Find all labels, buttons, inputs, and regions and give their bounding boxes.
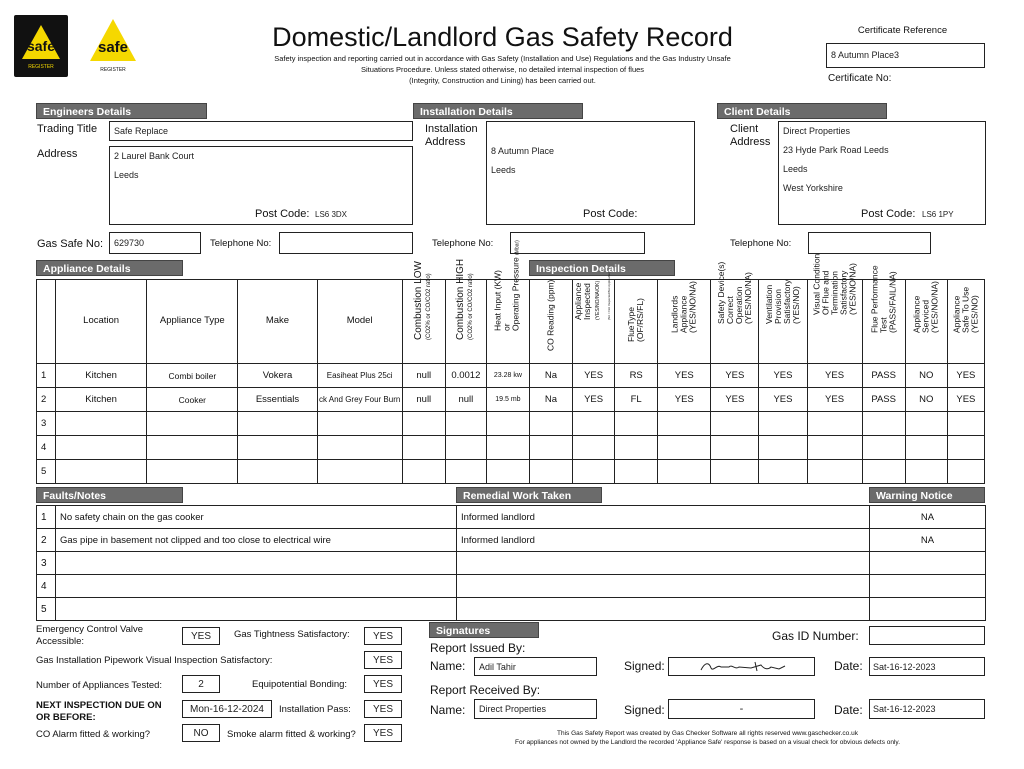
gas-safe-number-label: Gas Safe No:	[37, 238, 104, 250]
appliance-cell-model[interactable]: ck And Grey Four Burn	[317, 388, 402, 412]
appliance-cell-vent[interactable]	[759, 460, 807, 484]
footer-line-2: For appliances not owned by the Landlord the recorded 'Appliance Safe' response is based on a visual check for obvious defects only.	[514, 739, 900, 746]
appliance-cell-high[interactable]	[445, 436, 486, 460]
fault-number-cell: 5	[37, 598, 56, 621]
engineer-telephone-field[interactable]	[279, 232, 413, 254]
gas-safe-number-field[interactable]: 629730	[109, 232, 201, 254]
appliance-cell-insp[interactable]: YES	[573, 388, 615, 412]
fault-number-cell: 3	[37, 552, 56, 575]
appliance-cell-safety[interactable]: YES	[711, 364, 759, 388]
make-header: Make	[238, 280, 317, 364]
fault-row	[37, 598, 986, 621]
appliance-cell-safe[interactable]	[947, 460, 984, 484]
appliance-cell-high[interactable]: 0.0012	[445, 364, 486, 388]
next-inspection-label-2: OR BEFORE:	[36, 712, 96, 723]
signatures-header: Signatures	[429, 622, 539, 638]
issued-name-label: Name:	[430, 659, 466, 673]
appliance-cell-serv[interactable]: NO	[905, 388, 947, 412]
appliance-cell-flue[interactable]	[615, 412, 658, 436]
appliance-cell-insp[interactable]	[573, 436, 615, 460]
appliance-cell-flue[interactable]: RS	[615, 364, 658, 388]
appliance-cell-n: 3	[37, 412, 56, 436]
safety-device-header: Safety Device(s) Correct Operation (YES/NO/NA)	[711, 280, 759, 364]
appliance-cell-flue[interactable]	[615, 460, 658, 484]
remedial-work-cell[interactable]: Informed landlord	[457, 506, 870, 529]
appliance-cell-loc[interactable]	[56, 460, 147, 484]
appliance-safe-header: Appliance Safe To Use (YES/NO)	[947, 280, 984, 364]
appliance-cell-heat[interactable]	[486, 436, 529, 460]
appliance-row	[37, 364, 985, 388]
gas-safe-logo-yellow	[86, 15, 140, 77]
appliance-cell-visual[interactable]: YES	[807, 364, 862, 388]
ecv-field[interactable]: YES	[182, 627, 220, 645]
fault-row	[37, 506, 986, 529]
appliance-cell-heat[interactable]	[486, 412, 529, 436]
appliance-row	[37, 436, 985, 460]
appliance-cell-make[interactable]	[238, 412, 317, 436]
next-inspection-field[interactable]: Mon-16-12-2024	[182, 700, 272, 718]
ecv-label-2: Accessible:	[36, 636, 85, 647]
appliances-tested-field[interactable]: 2	[182, 675, 220, 693]
appliance-cell-low[interactable]: null	[402, 364, 445, 388]
appliance-cell-serv[interactable]	[905, 412, 947, 436]
appliance-cell-heat[interactable]	[486, 460, 529, 484]
appliance-cell-model[interactable]: Easiheat Plus 25ci	[317, 364, 402, 388]
appliance-cell-make[interactable]: Vokera	[238, 364, 317, 388]
appliance-cell-make[interactable]	[238, 460, 317, 484]
appliance-cell-n: 2	[37, 388, 56, 412]
appliance-cell-type[interactable]	[147, 436, 238, 460]
fault-note-cell[interactable]	[56, 598, 457, 621]
page-title: Domestic/Landlord Gas Safety Record	[272, 22, 733, 52]
subtitle-line-1: Safety inspection and reporting carried out in accordance with Gas Safety (Installation and Use) Regulations and the Gas Industry Unsafe	[274, 54, 731, 63]
report-issued-label: Report Issued By:	[430, 641, 526, 655]
appliance-cell-co[interactable]	[529, 412, 572, 436]
installation-details-header: Installation Details	[413, 103, 583, 119]
combustion-low-header: Combustion LOW (CO2% or CO/CO2 ratio)	[402, 280, 445, 364]
appliance-header-row	[37, 280, 985, 364]
tightness-label: Gas Tightness Satisfactory:	[234, 629, 350, 640]
footer-line-1: This Gas Safety Report was created by Gas Checker Software all rights reserved www.gaschecker.co.uk	[557, 730, 858, 737]
appliance-cell-high[interactable]: null	[445, 388, 486, 412]
fault-note-cell[interactable]: Gas pipe in basement not clipped and too close to electrical wire	[56, 529, 457, 552]
engineer-telephone-label: Telephone No:	[210, 238, 272, 249]
received-name-label: Name:	[430, 703, 466, 717]
subtitle-line-2: Situations Procedure. Unless stated otherwise, no detailed internal inspection of flues	[360, 65, 645, 74]
appliances-tested-label: Number of Appliances Tested:	[36, 680, 163, 691]
appliance-cell-low[interactable]: null	[402, 388, 445, 412]
appliance-cell-flue[interactable]	[615, 436, 658, 460]
appliance-cell-land[interactable]: YES	[658, 364, 711, 388]
fault-row	[37, 575, 986, 598]
report-received-label: Report Received By:	[430, 683, 541, 697]
appliance-cell-safety[interactable]	[711, 412, 759, 436]
appliance-cell-safe[interactable]	[947, 436, 984, 460]
smoke-alarm-label: Smoke alarm fitted & working?	[227, 729, 356, 740]
client-telephone-label: Telephone No:	[730, 238, 792, 249]
trading-title-field[interactable]: Safe Replace	[109, 121, 413, 141]
heat-input-header: Heat Input (KW) or Operating Pressure (Mbar)	[486, 280, 529, 364]
appliance-cell-n: 4	[37, 436, 56, 460]
ventilation-header: Ventilation Provision Satisfactory (YES/NO)	[759, 280, 807, 364]
appliance-cell-type[interactable]	[147, 412, 238, 436]
client-address-label-2: Address	[730, 136, 771, 148]
trading-title-label: Trading Title	[37, 123, 98, 135]
appliance-cell-type[interactable]: Combi boiler	[147, 364, 238, 388]
warning-notice-cell[interactable]	[870, 552, 986, 575]
svg-text:safe: safe	[97, 39, 129, 56]
appliance-cell-fpt[interactable]: PASS	[862, 364, 905, 388]
next-inspection-label-1: NEXT INSPECTION DUE ON	[36, 700, 162, 711]
warning-notice-cell[interactable]: NA	[870, 529, 986, 552]
appliance-cell-vent[interactable]: YES	[759, 388, 807, 412]
appliance-row	[37, 460, 985, 484]
remedial-work-header: Remedial Work Taken	[456, 487, 602, 503]
received-name-field[interactable]: Direct Properties	[474, 699, 597, 719]
fault-number-cell: 1	[37, 506, 56, 529]
issued-date-label: Date:	[834, 659, 863, 673]
gas-id-field[interactable]	[869, 626, 985, 645]
warning-notice-header: Warning Notice Fixed	[869, 487, 985, 503]
flue-type-header: FlueType (OF/RS/FL)	[615, 280, 658, 364]
appliance-cell-co[interactable]: Na	[529, 388, 572, 412]
appliance-cell-heat[interactable]: 23.28 kw	[486, 364, 529, 388]
visual-condition-header: Visual Condition Of Flue and Termination Satisfactory (YES/NO/NA)	[807, 280, 862, 364]
appliance-cell-model[interactable]	[317, 436, 402, 460]
warning-notice-cell[interactable]	[870, 598, 986, 621]
fault-number-cell: 2	[37, 529, 56, 552]
appliance-cell-serv[interactable]: NO	[905, 364, 947, 388]
svg-text:REGISTER: REGISTER	[28, 64, 54, 70]
appliance-cell-low[interactable]	[402, 436, 445, 460]
appliance-cell-loc[interactable]	[56, 436, 147, 460]
ecv-label-1: Emergency Control Valve	[36, 624, 144, 635]
appliance-cell-type[interactable]: Cooker	[147, 388, 238, 412]
appliance-cell-high[interactable]	[445, 412, 486, 436]
fault-note-cell[interactable]	[56, 575, 457, 598]
appliance-row	[37, 412, 985, 436]
pipework-field[interactable]: YES	[364, 651, 402, 669]
appliance-cell-visual[interactable]	[807, 460, 862, 484]
client-address-field[interactable]: Direct Properties 23 Hyde Park Road Leeds Leeds West Yorkshire Post Code: LS6 1PY	[778, 121, 986, 225]
received-date-field[interactable]: Sat-16-12-2023	[869, 699, 985, 719]
installation-address-label-2: Address	[425, 136, 466, 148]
appliance-cell-low[interactable]	[402, 412, 445, 436]
smoke-alarm-field[interactable]: YES	[364, 724, 402, 742]
appliance-cell-land[interactable]	[658, 412, 711, 436]
appliance-type-header: Appliance Type	[147, 280, 238, 364]
appliance-cell-insp[interactable]: YES	[573, 364, 615, 388]
appliance-cell-model[interactable]	[317, 412, 402, 436]
appliance-cell-fpt[interactable]	[862, 412, 905, 436]
fault-row	[37, 529, 986, 552]
svg-text:REGISTER: REGISTER	[100, 67, 126, 73]
appliance-cell-land[interactable]	[658, 460, 711, 484]
flue-performance-header: Flue Performance Test (PASS/FAIL/NA)	[862, 280, 905, 364]
certificate-reference-label: Certificate Reference	[857, 25, 948, 36]
fault-note-cell[interactable]	[56, 552, 457, 575]
appliance-cell-make[interactable]	[238, 436, 317, 460]
received-signed-label: Signed:	[624, 703, 665, 717]
faults-notes-header: Faults/Notes	[36, 487, 183, 503]
co-alarm-label: CO Alarm fitted & working?	[36, 729, 151, 740]
certificate-reference-field[interactable]: 8 Autumn Place3	[826, 43, 985, 68]
model-header: Model	[317, 280, 402, 364]
issued-date-field[interactable]: Sat-16-12-2023	[869, 657, 985, 676]
remedial-work-cell[interactable]	[457, 552, 870, 575]
faults-table	[36, 505, 986, 621]
appliance-cell-high[interactable]	[445, 460, 486, 484]
fault-note-cell[interactable]: No safety chain on the gas cooker	[56, 506, 457, 529]
bonding-label: Equipotential Bonding:	[252, 679, 348, 690]
appliance-cell-n: 1	[37, 364, 56, 388]
appliance-cell-model[interactable]	[317, 460, 402, 484]
engineer-address-field[interactable]: 2 Laurel Bank Court Leeds Post Code: LS6 3DX	[109, 146, 413, 225]
appliance-cell-make[interactable]: Essentials	[238, 388, 317, 412]
appliance-cell-visual[interactable]: YES	[807, 388, 862, 412]
appliance-cell-loc[interactable]	[56, 412, 147, 436]
appliance-cell-insp[interactable]	[573, 412, 615, 436]
landlords-appliance-header: Landlords Appliance (YES/NO/NA)	[658, 280, 711, 364]
appliance-cell-visual[interactable]	[807, 412, 862, 436]
appliance-cell-visual[interactable]	[807, 436, 862, 460]
appliance-cell-vent[interactable]: YES	[759, 364, 807, 388]
warning-notice-cell[interactable]	[870, 575, 986, 598]
gas-safe-logo-black	[14, 15, 68, 77]
appliance-cell-flue[interactable]: FL	[615, 388, 658, 412]
appliance-cell-insp[interactable]	[573, 460, 615, 484]
installation-pass-label: Installation Pass:	[279, 704, 351, 715]
client-telephone-field[interactable]	[808, 232, 931, 254]
combustion-high-header: Combustion HIGH (CO2% or CO/CO2 ratio)	[445, 280, 486, 364]
installation-address-label-1: Installation	[425, 123, 478, 135]
appliance-cell-safety[interactable]	[711, 460, 759, 484]
issued-signature-field[interactable]	[668, 657, 815, 676]
appliance-cell-safe[interactable]: YES	[947, 388, 984, 412]
co-alarm-field[interactable]: NO	[182, 724, 220, 742]
received-signature-field[interactable]: -	[668, 699, 815, 719]
appliance-cell-type[interactable]	[147, 460, 238, 484]
appliance-cell-n: 5	[37, 460, 56, 484]
appliance-cell-vent[interactable]	[759, 436, 807, 460]
appliance-cell-serv[interactable]	[905, 436, 947, 460]
installation-address-field[interactable]: 8 Autumn Place Leeds Post Code:	[486, 121, 695, 225]
appliance-cell-serv[interactable]	[905, 460, 947, 484]
subtitle-line-3: (Integrity, Construction and Lining) has been carried out.	[409, 76, 596, 85]
appliance-cell-loc[interactable]: Kitchen	[56, 364, 147, 388]
appliance-cell-fpt[interactable]	[862, 436, 905, 460]
fault-row	[37, 552, 986, 575]
appliance-cell-safe[interactable]: YES	[947, 364, 984, 388]
installation-pass-field[interactable]: YES	[364, 700, 402, 718]
installation-telephone-field[interactable]	[510, 232, 645, 254]
appliance-details-header: Appliance Details	[36, 260, 183, 276]
appliance-cell-fpt[interactable]	[862, 460, 905, 484]
issued-name-field[interactable]: Adil Tahir	[474, 657, 597, 676]
appliance-cell-co[interactable]	[529, 436, 572, 460]
tightness-field[interactable]: YES	[364, 627, 402, 645]
client-details-header: Client Details	[717, 103, 887, 119]
svg-text:safe: safe	[26, 38, 56, 54]
appliance-cell-safety[interactable]: YES	[711, 388, 759, 412]
appliance-inspected-header: Appliance Inspected (YES/NO/NA/OK) (NA = Not Inspected/Not Applicable)	[573, 280, 615, 364]
received-date-label: Date:	[834, 703, 863, 717]
appliance-serviced-header: Appliance Serviced (YES/NO/NA)	[905, 280, 947, 364]
remedial-work-cell[interactable]	[457, 598, 870, 621]
co-reading-header: CO Reading (ppm)	[529, 280, 572, 364]
issued-signed-label: Signed:	[624, 659, 665, 673]
engineer-address-label: Address	[37, 148, 78, 160]
location-header: Location	[56, 280, 147, 364]
appliance-cell-heat[interactable]: 19.5 mb	[486, 388, 529, 412]
client-address-label-1: Client	[730, 123, 759, 135]
appliance-cell-safe[interactable]	[947, 412, 984, 436]
gas-id-label: Gas ID Number:	[772, 629, 859, 643]
appliance-cell-co[interactable]: Na	[529, 364, 572, 388]
installation-telephone-label: Telephone No:	[432, 238, 494, 249]
appliance-cell-land[interactable]: YES	[658, 388, 711, 412]
appliance-cell-co[interactable]	[529, 460, 572, 484]
appliance-cell-loc[interactable]: Kitchen	[56, 388, 147, 412]
certificate-number-label: Certificate No:	[828, 73, 892, 84]
appliance-cell-fpt[interactable]: PASS	[862, 388, 905, 412]
warning-notice-cell[interactable]: NA	[870, 506, 986, 529]
appliance-row	[37, 388, 985, 412]
engineers-details-header: Engineers Details	[36, 103, 207, 119]
fault-number-cell: 4	[37, 575, 56, 598]
issued-signature-icon	[669, 658, 814, 675]
appliance-cell-land[interactable]	[658, 436, 711, 460]
row-number-header	[37, 280, 56, 364]
remedial-work-cell[interactable]	[457, 575, 870, 598]
pipework-label: Gas Installation Pipework Visual Inspection Satisfactory:	[36, 655, 273, 666]
appliance-cell-low[interactable]	[402, 460, 445, 484]
appliance-cell-vent[interactable]	[759, 412, 807, 436]
appliance-cell-safety[interactable]	[711, 436, 759, 460]
bonding-field[interactable]: YES	[364, 675, 402, 693]
remedial-work-cell[interactable]: Informed landlord	[457, 529, 870, 552]
inspection-details-header: Inspection Details	[529, 260, 675, 276]
